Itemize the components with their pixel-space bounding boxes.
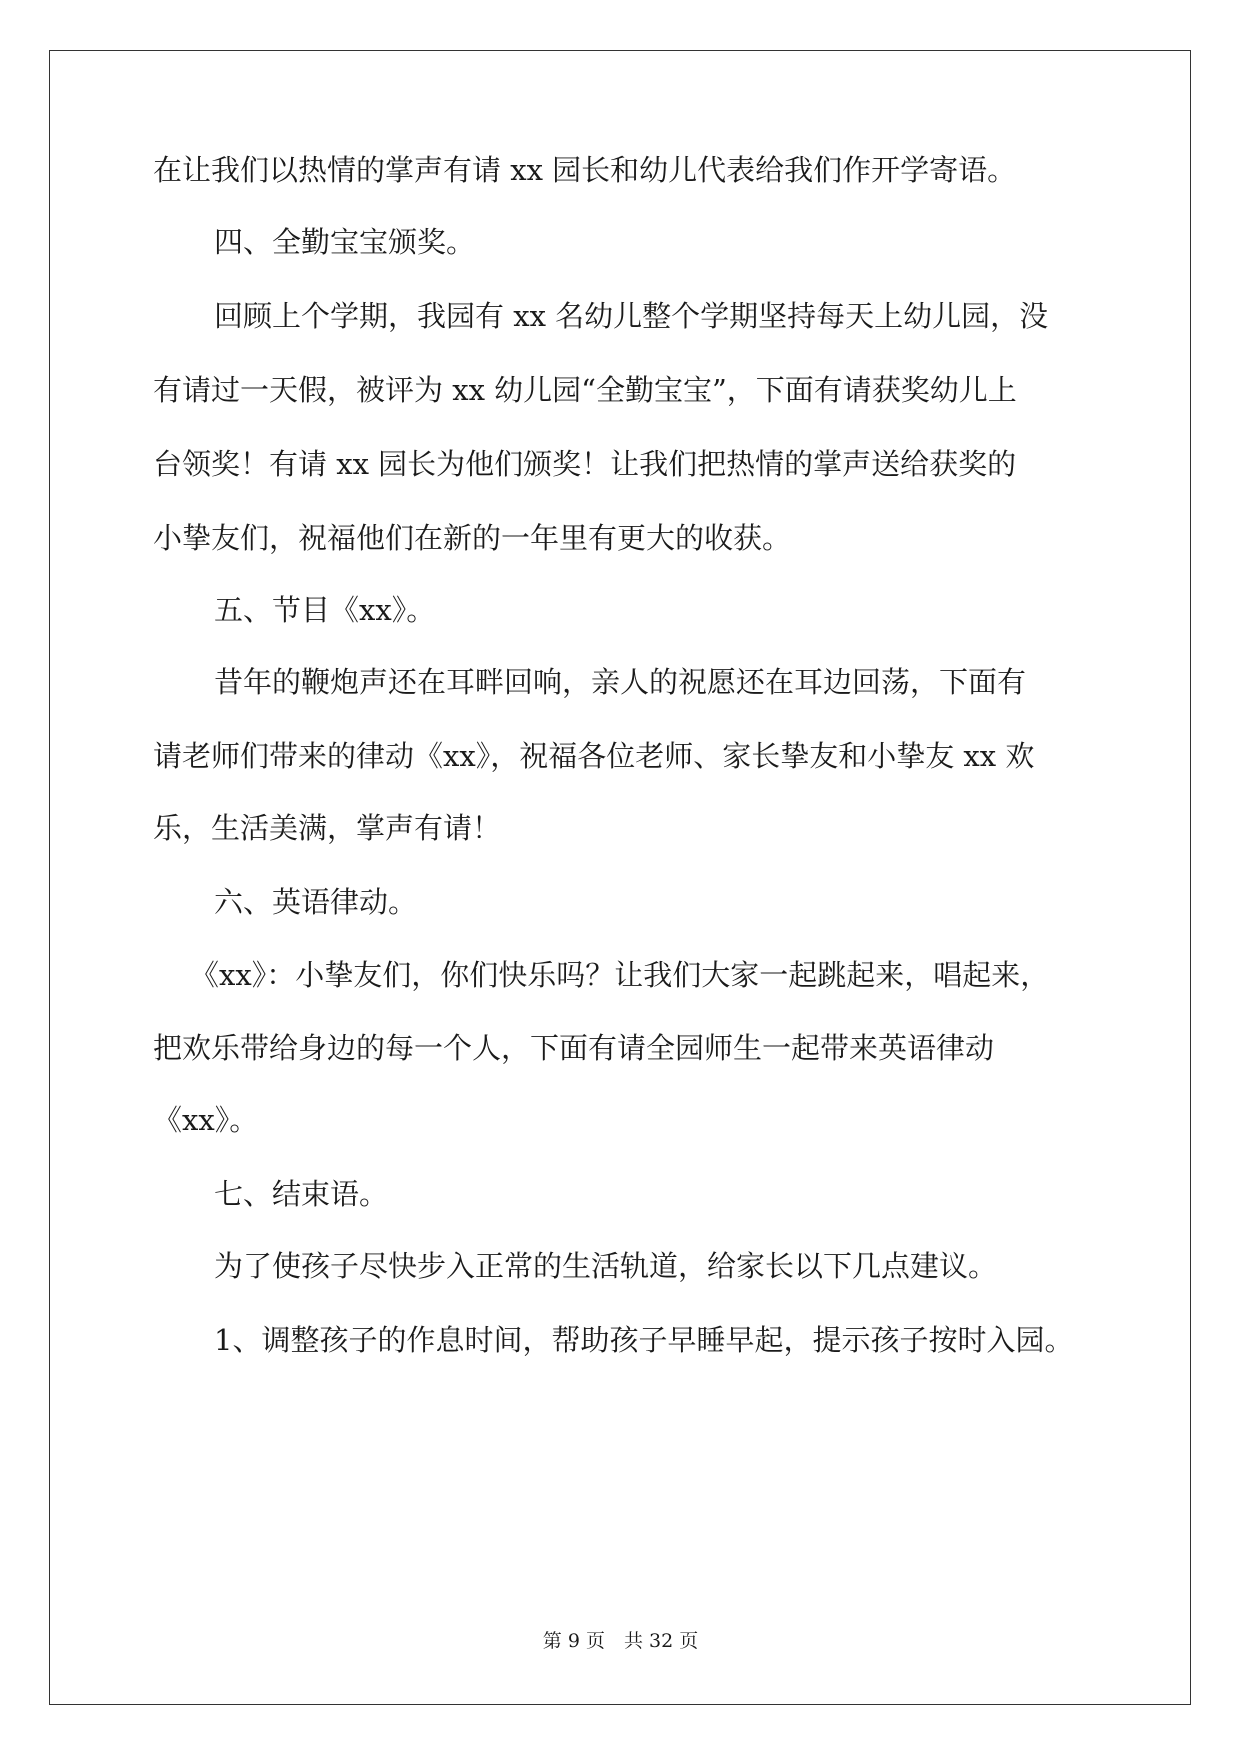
paragraph-line: 《xx》。 <box>153 1103 259 1137</box>
paragraph-line: 昔年的鞭炮声还在耳畔回响，亲人的祝愿还在耳边回荡，下面有 <box>214 665 1027 699</box>
section-heading: 四、全勤宝宝颁奖。 <box>214 225 476 259</box>
section-heading: 五、节目《xx》。 <box>214 593 436 627</box>
paragraph-line: 小挚友们，祝福他们在新的一年里有更大的收获。 <box>153 521 792 555</box>
page-number-footer: 第 9 页 共 32 页 <box>542 1630 699 1652</box>
paragraph-line: 有请过一天假，被评为 xx 幼儿园“全勤宝宝”，下面有请获奖幼儿上 <box>153 373 1017 407</box>
paragraph-line: 回顾上个学期，我园有 xx 名幼儿整个学期坚持每天上幼儿园，没 <box>214 299 1049 333</box>
paragraph-line: 为了使孩子尽快步入正常的生活轨道，给家长以下几点建议。 <box>214 1249 998 1283</box>
section-heading: 七、结束语。 <box>214 1177 389 1211</box>
paragraph-line: 请老师们带来的律动《xx》，祝福各位老师、家长挚友和小挚友 xx 欢 <box>153 739 1035 773</box>
paragraph-line: 《xx》：小挚友们，你们快乐吗？让我们大家一起跳起来，唱起来， <box>190 958 1050 992</box>
paragraph-line: 把欢乐带给身边的每一个人，下面有请全园师生一起带来英语律动 <box>153 1031 995 1065</box>
paragraph-line: 台领奖！有请 xx 园长为他们颁奖！让我们把热情的掌声送给获奖的 <box>153 447 1017 481</box>
paragraph-line: 在让我们以热情的掌声有请 xx 园长和幼儿代表给我们作开学寄语。 <box>153 153 1017 187</box>
paragraph-line: 乐，生活美满，掌声有请！ <box>153 811 502 845</box>
paragraph-line: 1、调整孩子的作息时间，帮助孩子早睡早起，提示孩子按时入园。 <box>214 1323 1074 1357</box>
section-heading: 六、英语律动。 <box>214 885 418 919</box>
